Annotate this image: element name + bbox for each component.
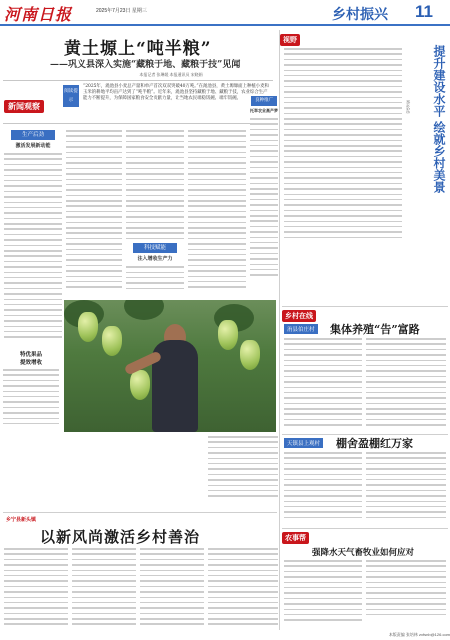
lead-intro-text: “2025年，渑池县小麦总产量和单产首次双双突破40万吨。”在渑池县，黄土塬塬面上种植小麦和玉米的耕地平均亩产达到了“吨半粮”。近年来，渑池县坚持藏粮于地、藏粮于技，农业综合生产能力不断提升，为保障国家粮食安全贡献力量，让当地农民端稳饭碗、端牢饭碗。 xyxy=(83,84,269,102)
lead-text-column-2 xyxy=(66,130,122,295)
right-divider-3 xyxy=(282,528,448,529)
section-divider xyxy=(3,512,277,513)
bottom-article-headline: 以新风尚激活乡村善治 xyxy=(40,528,201,546)
lead-text-tail xyxy=(208,436,278,508)
rural-text-2b xyxy=(366,452,446,526)
farm-headline: 强降水天气畜牧业如何应对 xyxy=(312,548,415,558)
subtitle-bar-3: 良种推广 xyxy=(251,96,277,106)
rural-online-badge: 乡村在线 xyxy=(282,310,316,322)
kicker-2: 天镇县上观村 xyxy=(284,438,323,448)
photo-caption-subtitle: 提效增收 xyxy=(19,360,42,366)
grape-farmer-photo xyxy=(64,300,276,432)
masthead xyxy=(0,0,450,26)
bottom-article-banner: 乡宁县新头镇 xyxy=(6,517,37,523)
page-number: 11 xyxy=(415,2,433,21)
subtitle-bar-2: 科技赋能 xyxy=(133,243,177,253)
rural-text-1b xyxy=(366,338,446,432)
lead-text-column-1 xyxy=(4,130,62,342)
subtitle-caption-2: 注入增收生产力 xyxy=(137,256,173,263)
reading-tip-label: 阅读提示 xyxy=(63,85,79,107)
commentary-text xyxy=(284,48,402,248)
lead-headline: 黄土塬上“吨半粮” xyxy=(64,39,212,59)
commentary-author: 李长东 xyxy=(406,100,411,114)
lead-subhead: ——巩义县深入实施“藏粮于地、藏粮于技”见闻 xyxy=(50,60,241,70)
farm-help-badge: 农事帮 xyxy=(282,532,309,544)
section-name: 乡村振兴 xyxy=(332,7,388,23)
newspaper-logo: 河南日报 xyxy=(4,5,73,24)
right-divider-1 xyxy=(282,306,448,307)
kicker-1: 洧县伯庄村 xyxy=(284,324,318,334)
lead-byline: 本报记者 张琳媛 本报通讯员 宋晓娟 xyxy=(139,72,203,77)
bottom-text-column-2 xyxy=(72,548,136,634)
bottom-text-column-4 xyxy=(208,548,278,634)
lead-text-column-4 xyxy=(188,130,246,295)
subtitle-caption-1: 激活发展新动能 xyxy=(15,143,51,149)
rural-headline-2: 棚舍盈棚红万家 xyxy=(336,437,413,450)
rural-headline-1: 集体养殖“告”富路 xyxy=(330,323,420,336)
subtitle-bar-1: 生产后劲 xyxy=(11,130,55,140)
lead-text-column-5 xyxy=(250,96,278,296)
lead-text-column-3 xyxy=(126,130,184,295)
photo-caption-box xyxy=(3,350,59,430)
rural-text-2a xyxy=(284,452,362,526)
photo-caption-title: 特优果品 xyxy=(19,352,42,358)
news-observation-badge: 新闻观察 xyxy=(4,100,44,113)
commentary-title: 提升建设水平 绘就乡村美景 xyxy=(432,45,446,194)
rural-text-1a xyxy=(284,338,362,432)
issue-date: 2025年7月23日 星期三 xyxy=(96,8,147,14)
column-divider xyxy=(279,30,280,630)
bottom-text-column-1 xyxy=(4,548,68,634)
farm-text-a xyxy=(284,560,362,628)
page-footer: 本版责编 张培林 zxfsnb@126.com xyxy=(388,632,450,637)
bottom-text-column-3 xyxy=(140,548,204,634)
farm-text-b xyxy=(366,560,446,628)
vision-badge: 视野 xyxy=(280,34,300,46)
subtitle-caption-3: 托举农业高产梦 xyxy=(250,108,278,113)
